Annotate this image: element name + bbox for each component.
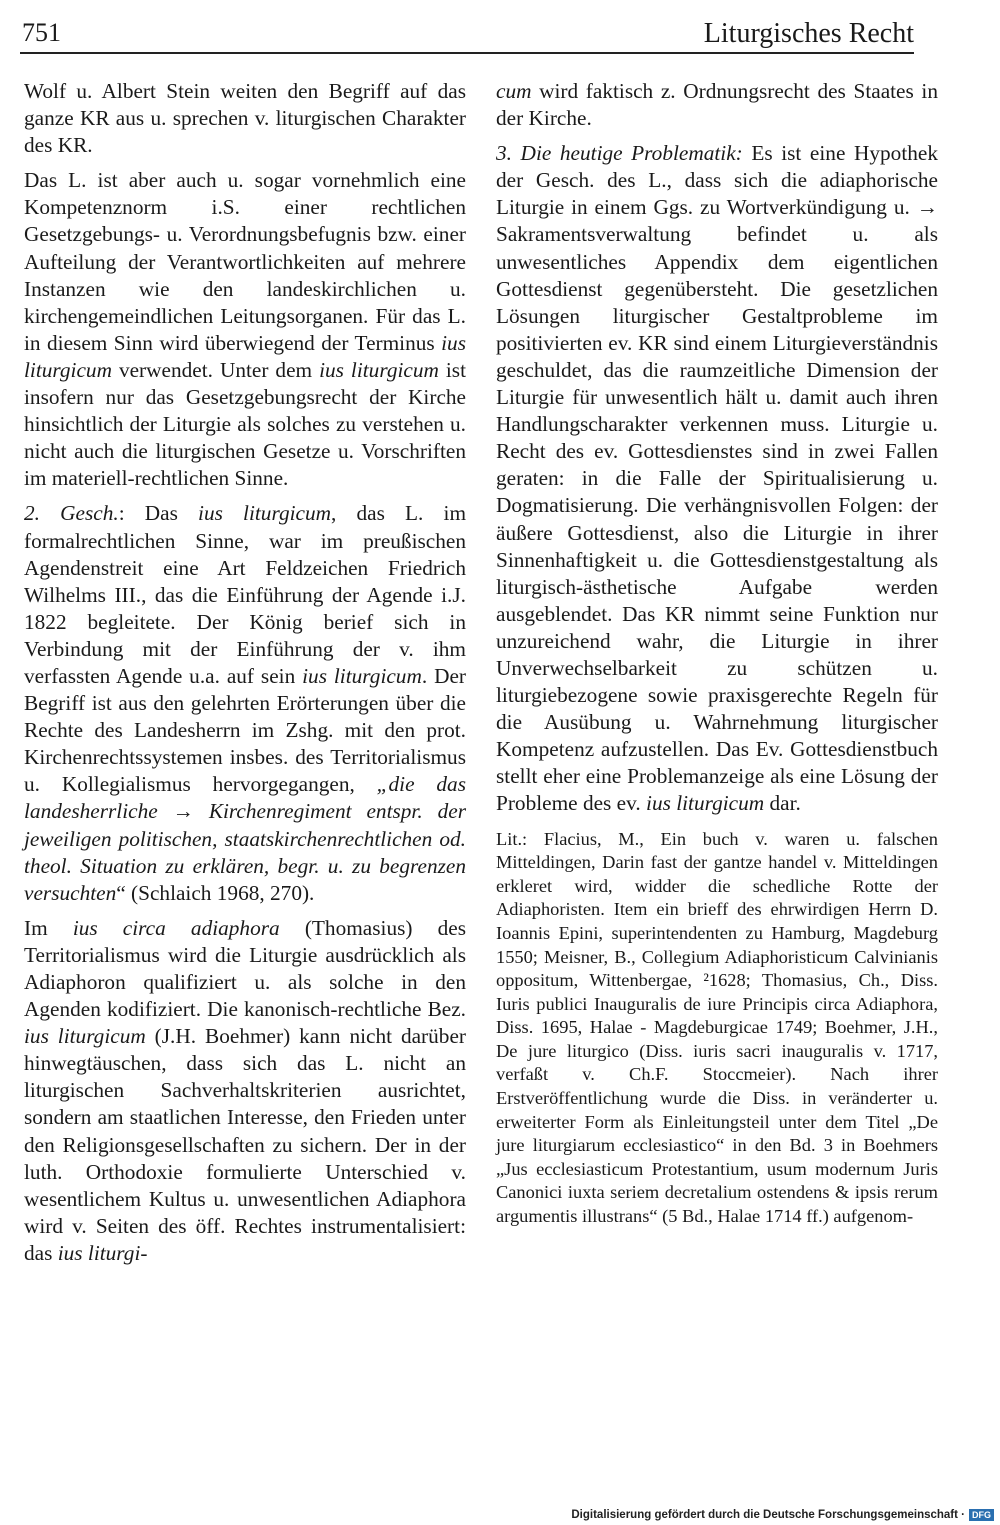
paragraph: Wolf u. Albert Stein weiten den Begriff auf das ganze KR aus u. sprechen v. liturgischen Charakter des KR. xyxy=(24,79,466,158)
paragraph: 2. Gesch.: Das ius liturgicum, das L. im formalrechtlichen Sinne, war im preußischen Agendenstreit eine Art Feldzeichen Friedrich Wilhelms III., das die Einführung der Agende i.J. 1822 begleitete. Der König berief sich in Verbindung mit der Einführung der v. ihm verfassten Agende u.a. auf sein ius liturgicum. Der Begriff ist aus den gelehrten Erörterungen über die Rechte des Landesherrn im Zshg. mit den prot. Kirchenrechtssystemen insbes. des Territorialismus u. Kollegialismus hervorgegangen, „die das landesherrliche → Kirchenregiment entspr. der jeweiligen politischen, staatskirchenrechtlichen od. theol. Situation zu erklären, begr. u. zu begrenzen versuchten“ (Schlaich 1968, 270). xyxy=(24,501,467,905)
literature-section: Lit.: Flacius, M., Ein buch v. waren u. falschen Mitteldingen, Darin fast der gantze handel v. Mitteldingen erkleret wird, widder die schedliche Rotte der Adiaphoristen. Item ein brieff des ehrwirdigen Herrn D. Ioannis Epini, superintendenten zu Hamburg, Magdeburg 1550; Meisner, B., Collegium Adiaphoristicum Calvinianis oppositum, Wittenbergae, ²1628; Thomasius, Ch., Diss. Iuris publici Inauguralis de iure Principis circa Adiaphora, Diss. 1695, Halae - Magdeburgicae 1749; Boehmer, J.H., De jure liturgico (Diss. iuris sacri inauguralis v. 1717, verfaßt v. Ch.F. Stoccmeier). Nach ihrer Erstveröffentlichung wurde die Diss. in veränderter u. erweiterter Form als Einleitungsteil unter dem Titel „De jure liturgiarum ecclesiastico“ in den Bd. 3 in Boehmers „Jus ecclesiasticum Protestantium, usum modernum Juris Canonici iuxta seriem decretalium ostendens & ipsis rerum argumentis illustrans“ (5 Bd., Halae 1714 ff.) aufgenom- xyxy=(496,828,938,1227)
paragraph: 3. Die heutige Problematik: Es ist eine Hypothek der Gesch. des L., dass sich die adiaphorische Liturgie in einem Ggs. zu Wortverkündigung u. → Sakramentsverwaltung befindet u. als unwesentliches Appendix dem eigentlichen Gottesdienst gegenübersteht. Die gesetzlichen Lösungen liturgischer Gestaltprobleme im positivierten ev. KR sind einem Liturgieverständnis geschuldet, das die raumzeitliche Dimension der Liturgie für unwesentlich hält u. damit auch ihren Handlungscharakter verkennen muss. Liturgie u. Recht des ev. Gottesdienstes sind in zwei Fallen geraten: in die Falle der Spiritualisierung u. Dogmatisierung. Die verhängnisvollen Folgen: der äußere Gottesdienst, also die Liturgie in ihrer Sinnenhaftigkeit u. die Gottesdienstgestaltung als liturgisch-ästhetische Aufgabe werden ausgeblendet. Das KR nimmt seine Funktion nur unzureichend wahr, die Liturgie in ihrer Unverwechselbarkeit zu schützen u. liturgiebezogene sowie praxisgerechte Regeln für die Ausübung u. Wahrnehmung liturgischer Kompetenz aufzustellen. Das Ev. Gottesdienstbuch stellt eher eine Problemanzeige als eine Lösung der Probleme des ev. ius liturgicum dar. xyxy=(496,141,938,816)
left-column xyxy=(24,78,466,1275)
page-header xyxy=(22,14,914,54)
footer-text: Digitalisierung gefördert durch die Deutsche Forschungsgemeinschaft · xyxy=(571,1509,965,1521)
paragraph: Das L. ist aber auch u. sogar vornehmlich eine Kompetenznorm i.S. einer rechtlichen Gesetzgebungs- u. Verordnungsbefugnis bzw. einer Aufteilung der Verantwortlichkeiten auf mehrere Instanzen wie den landeskirchlichen u. kirchengemeindlichen Leitungsorganen. Für das L. in diesem Sinn wird überwiegend der Terminus ius liturgicum verwendet. Unter dem ius liturgicum ist insofern nur das Gesetzgebungsrecht der Kirche hinsichtlich der Liturgie als solches zu verstehen u. nicht auch die liturgischen Gesetze u. Vorschriften im materiell-rechtlichen Sinne. xyxy=(24,168,467,491)
header-rule xyxy=(20,52,914,54)
paragraph: cum wird faktisch z. Ordnungsrecht des Staates in der Kirche. xyxy=(496,79,938,131)
running-title: Liturgisches Recht xyxy=(703,18,914,49)
footer-credit xyxy=(571,1507,994,1523)
page-number: 751 xyxy=(22,18,61,47)
paragraph: Im ius circa adiaphora (Thomasius) des Territorialismus wird die Liturgie ausdrücklich als Adiaphoron qualifiziert u. als solche in den Agenden kodifiziert. Die kanonisch-rechtliche Bez. ius liturgicum (J.H. Boehmer) kann nicht darüber hinwegtäuschen, dass sich das L. nicht an liturgischen Sachverhaltskriterien ausrichtet, sondern am staatlichen Interesse, den Frieden unter den Religionsgesellschaften zu sichern. Der in der luth. Orthodoxie formulierte Unterschied v. wesentlichem Kultus u. unwesentlichen Adiaphora wird v. Seiten des öff. Rechtes instrumentalisiert: das ius liturgi- xyxy=(24,915,467,1265)
right-column xyxy=(496,78,938,1237)
dfg-logo: DFG xyxy=(969,1509,994,1521)
